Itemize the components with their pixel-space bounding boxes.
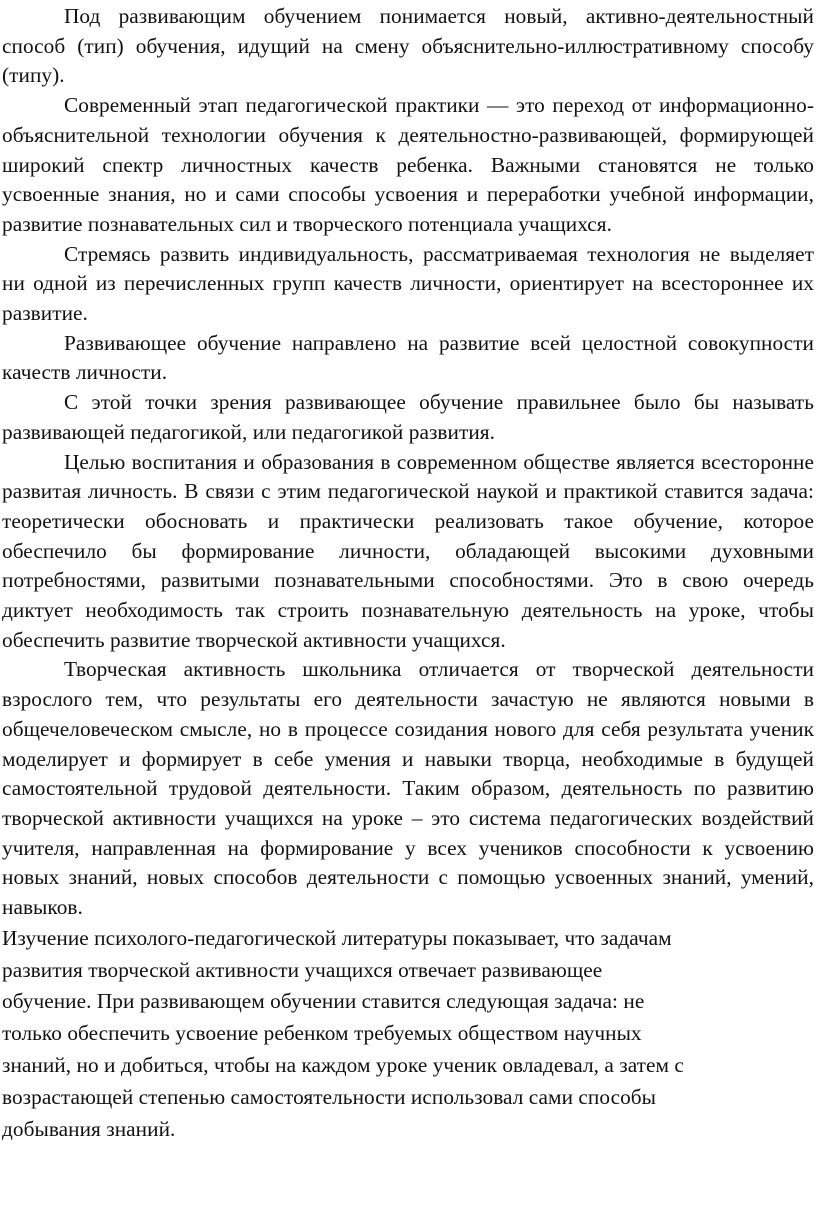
paragraph-developmental-learning-definition: Под развивающим обучением понимается новый, активно-деятельностный способ (тип) обучения, идущий на смену объяснительно-иллюстративному способу (типу). <box>2 4 814 88</box>
text-line: возрастающей степенью самостоятельности использовал сами способы <box>2 1084 657 1109</box>
text-line: знаний, но и добиться, чтобы на каждом уроке ученик овладевал, а затем с <box>2 1052 684 1077</box>
paragraph-creative-activity: Творческая активность школьника отличается от творческой деятельности взрослого тем, что результаты его деятельности зачастую не являются новыми в общечеловеческом смысле, но в процессе созидания нового для себя результата ученик моделирует и формирует в себе умения и навыки творца, необходимые в будущей самостоятельной трудовой деятельности. Таким образом, деятельность по развитию творческой активности учащихся на уроке – это система педагогических воздействий учителя, направленная на формирование у всех учеников способности к усвоению новых знаний, новых способов деятельности с помощью усвоенных знаний, умений, навыков. <box>2 657 814 920</box>
paragraph-literature-study <box>2 923 814 1146</box>
text-line: только обеспечить усвоение ребенком требуемых обществом научных <box>2 1021 642 1046</box>
text-line: обучение. При развивающем обучении ставится следующая задача: не <box>2 989 645 1014</box>
paragraph-individuality: Стремясь развить индивидуальность, рассматриваемая технология не выделяет ни одной из перечисленных групп качеств личности, ориентирует на всестороннее их развитие. <box>2 241 814 326</box>
paragraph-holistic-development: Развивающее обучение направлено на развитие всей целостной совокупности качеств личности. <box>2 330 814 385</box>
paragraph-pedagogy-of-development: С этой точки зрения развивающее обучение правильнее было бы называть развивающей педагогикой, или педагогикой развития. <box>2 390 814 444</box>
paragraph-goal-of-education: Целью воспитания и образования в современном обществе является всесторонне развитая личность. В связи с этим педагогической наукой и практикой ставится задача: теоретически обосновать и практически реализовать такое обучение, которое обеспечило бы формирование личности, обладающей высокими духовными потребностями, развитыми познавательными способностями. Это в свою очередь диктует необходимость так строить познавательную деятельность на уроке, чтобы обеспечить развитие творческой активности учащихся. <box>2 449 814 652</box>
paragraph-modern-stage: Современный этап педагогической практики — это переход от информационно-объяснительной технологии обучения к деятельностно-развивающей, формирующей широкий спектр личностных качеств ребенка. Важными становятся не только усвоенные знания, но и сами способы усвоения и переработки учебной информации, развитие познавательных сил и творческого потенциала учащихся. <box>2 93 814 236</box>
text-line: развития творческой активности учащихся отвечает развивающее <box>2 957 603 982</box>
text-line: добывания знаний. <box>2 1116 176 1141</box>
text-line: Изучение психолого-педагогической литературы показывает, что задачам <box>2 925 672 950</box>
